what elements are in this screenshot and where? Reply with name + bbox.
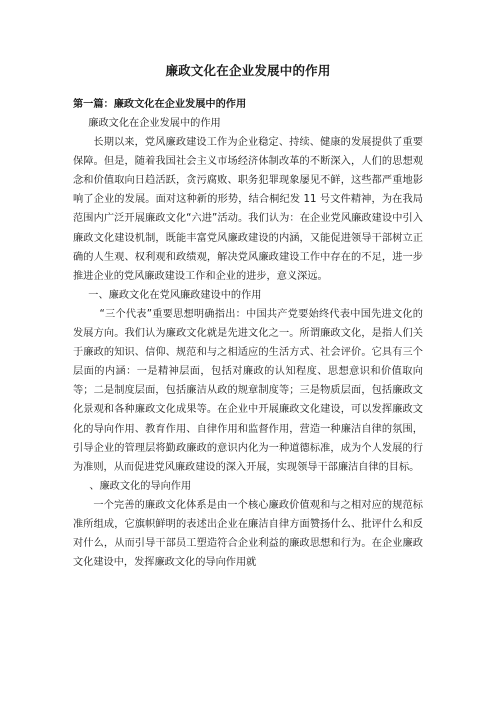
paragraph-three-represents: “三个代表”重要思想明确指出：中国共产党要始终代表中国先进文化的发展方向。我们认为廉政文化就是先进文化之一。所谓廉政文化，是指人们关于廉政的知识、信仰、规范和与之相适应的生活方式、社会评价。它具有三个层面的内涵：一是精神层面，包括对廉政的认知程度、思想意识和价值取向等；二是制度层面，包括廉洁从政的规章制度等；三是物质层面，包括廉政文化景观和各种廉政文化成果等。在企业中开展廉政文化建设，可以发挥廉政文化的导向作用、教育作用、自律作用和监督作用，营造一种廉洁自律的氛围，引导企业的管理层将勤政廉政的意识内化为一种道德标准，成为个人发展的行为准则，从而促进党风廉政建设的深入开展，实现领导干部廉洁自律的目标。 [73,308,423,473]
paragraph-guiding-role: 一个完善的廉政文化体系是由一个核心廉政价值观和与之相对应的规范标准所组成，它旗帜鲜明的表述出企业在廉洁自律方面赞扬什么、批评什么和反对什么，从而引导干部员工塑造符合企业利益的廉政思想和行为。在企业廉政文化建设中，发挥廉政文化的导向作用就 [73,499,423,569]
subheading-guiding-role: 、廉政文化的导向作用 [89,480,192,492]
subheading-role-in-party-building: 一、廉政文化在党风廉政建设中的作用 [88,289,262,301]
paragraph-intro: 长期以来，党风廉政建设工作为企业稳定、持续、健康的发展提供了重要保障。但是，随着我国社会主义市场经济体制改革的不断深入，人们的思想观念和价值取向日趋活跃，贪污腐败、职务犯罪现象屡见不鲜，这些都严重地影响了企业的发展。面对这种新的形势，结合桐纪发 11 号文件精神，为在我局范围内广泛开展廉政文化“六进”活动。我们认为：在企业党风廉政建设中引入廉政文化建设机制，既能丰富党风廉政建设的内涵，又能促进领导干部树立正确的人生观、权利观和政绩观，解决党风廉政建设工作中存在的不足，进一步推进企业的党风廉政建设工作和企业的进步，意义深远。 [73,137,423,282]
document-title: 廉政文化在企业发展中的作用 [165,63,331,78]
section-heading: 第一篇：廉政文化在企业发展中的作用 [73,99,247,110]
document-subtitle: 廉政文化在企业发展中的作用 [88,118,221,129]
